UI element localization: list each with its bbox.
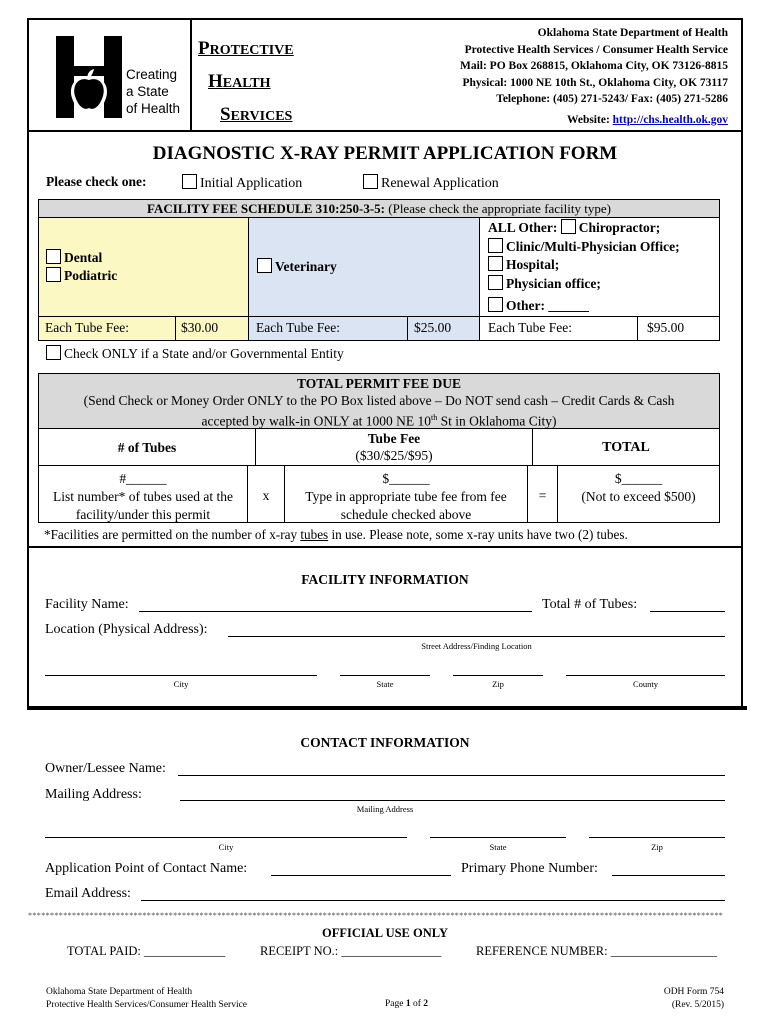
total-column-header: TOTAL (602, 440, 650, 455)
fee-schedule-title: FACILITY FEE SCHEDULE 310:250-3-5: (147, 201, 386, 216)
tubes-description: List number* of tubes used at the facility/under this permit (53, 489, 233, 522)
total-tubes-label: Total # of Tubes: (542, 597, 638, 612)
podiatric-checkbox[interactable] (46, 267, 61, 282)
facility-state-field[interactable] (340, 660, 430, 676)
application-type-label: Please check one: (46, 174, 147, 189)
equals-sign: = (538, 488, 547, 503)
facility-name-field[interactable] (139, 596, 532, 612)
phs-rotective: ROTECTIVE (209, 43, 294, 58)
contact-state-field[interactable] (430, 822, 566, 838)
page-of: of (410, 999, 424, 1009)
footnote-tubes: tubes (300, 527, 329, 542)
facility-state-caption: State (376, 679, 394, 689)
other-each-tube-fee: Each Tube Fee: (488, 320, 572, 335)
contact-zip-caption: Zip (651, 842, 663, 852)
point-of-contact-label: Application Point of Contact Name: (45, 861, 248, 876)
location-label: Location (Physical Address): (45, 622, 208, 637)
renewal-application-label: Renewal Application (381, 176, 499, 191)
owner-field[interactable] (178, 760, 725, 776)
physician-office-label: Physician office; (506, 275, 601, 291)
total-paid-field: TOTAL PAID: _____________ (67, 944, 226, 958)
facility-county-field[interactable] (566, 660, 725, 676)
initial-application-label: Initial Application (200, 176, 303, 191)
clinic-checkbox[interactable] (488, 238, 503, 253)
facility-city-field[interactable] (45, 660, 317, 676)
mailing-address-caption: Mailing Address (356, 804, 414, 814)
form-title: DIAGNOSTIC X-RAY PERMIT APPLICATION FORM (152, 143, 618, 164)
facility-zip-caption: Zip (492, 679, 504, 689)
health-logo-icon (56, 36, 122, 118)
receipt-number-field: RECEIPT NO.: ________________ (260, 944, 442, 958)
governmental-entity-checkbox[interactable] (46, 345, 61, 360)
physician-office-checkbox[interactable] (488, 275, 503, 290)
page-number (385, 999, 428, 1009)
email-field[interactable] (141, 885, 725, 901)
all-other-label: ALL Other: (488, 220, 558, 235)
fee-schedule-note: (Please check the appropriate facility type) (388, 201, 611, 216)
contact-city-caption: City (218, 842, 234, 852)
owner-label: Owner/Lessee Name: (45, 761, 166, 776)
veterinary-label: Veterinary (275, 259, 337, 274)
reference-number-field: REFERENCE NUMBER: _________________ (476, 944, 717, 958)
physical-address: Physical: 1000 NE 10th St., Oklahoma City, OK 73117 (462, 76, 728, 89)
facility-info-heading: FACILITY INFORMATION (301, 572, 469, 587)
mailing-address-label: Mailing Address: (45, 787, 142, 802)
street-address-caption: Street Address/Finding Location (421, 641, 532, 651)
total-input[interactable]: $______ (614, 471, 663, 486)
dental-label: Dental (64, 250, 103, 265)
footer-agency: Oklahoma State Department of Health (46, 987, 193, 997)
tube-fee-input[interactable]: $______ (382, 471, 430, 486)
other-checkbox[interactable] (488, 297, 503, 312)
phs-s: S (220, 104, 231, 125)
total-fee-note-2a: accepted by walk-in ONLY at 1000 NE 10 (201, 413, 431, 429)
street-address-field[interactable] (228, 621, 725, 637)
tubes-column-header: # of Tubes (117, 440, 177, 455)
agency-division: Protective Health Services / Consumer Health Service (464, 43, 728, 56)
page-current: 1 (405, 999, 411, 1009)
phone-field[interactable] (612, 860, 725, 876)
contact-info-heading: CONTACT INFORMATION (300, 735, 470, 750)
tubes-input[interactable]: #______ (119, 471, 167, 486)
chiropractor-checkbox[interactable] (561, 219, 576, 234)
total-fee-note-1: (Send Check or Money Order ONLY to the PO Box listed above – Do NOT send cash – Credit Cards & Cash (83, 393, 675, 408)
fee-column-header: Tube Fee (367, 431, 421, 446)
tagline-line-3: of Health (126, 101, 181, 116)
facility-city-caption: City (173, 679, 189, 689)
agency-address-block (460, 25, 728, 129)
hospital-label: Hospital; (506, 257, 560, 272)
total-tubes-field[interactable] (650, 596, 725, 612)
initial-application-checkbox[interactable] (182, 174, 197, 189)
tagline-line-2: a State (126, 84, 169, 99)
phs-ealth: EALTH (222, 76, 271, 91)
footer-division: Protective Health Services/Consumer Health Service (46, 1000, 248, 1010)
total-fee-note-sup: th (430, 413, 438, 422)
chiropractor-label: Chiropractor; (578, 220, 661, 235)
facility-name-label: Facility Name: (45, 597, 129, 612)
website-link[interactable]: http://chs.health.ok.gov (612, 113, 728, 126)
mail-address: Mail: PO Box 268815, Oklahoma City, OK 73126-8815 (459, 60, 728, 73)
official-use-heading: OFFICIAL USE ONLY (322, 926, 448, 940)
veterinary-checkbox[interactable] (257, 258, 272, 273)
tagline-line-1: Creating (126, 67, 178, 82)
telephone: Telephone: (405) 271-5243/ Fax: (405) 271-5286 (496, 93, 728, 106)
point-of-contact-field[interactable] (271, 860, 451, 876)
vet-fee-amount: $25.00 (414, 320, 452, 335)
other-label[interactable]: Other: ______ (506, 298, 589, 313)
phs-ervices: ERVICES (230, 109, 293, 124)
phs-h: H (208, 71, 223, 92)
facility-county-caption: County (632, 679, 659, 689)
agency-name: Oklahoma State Department of Health (537, 27, 728, 39)
form-number: ODH Form 754 (663, 987, 724, 997)
hospital-checkbox[interactable] (488, 256, 503, 271)
tubes-footnote (44, 527, 628, 543)
contact-zip-field[interactable] (589, 822, 725, 838)
email-label: Email Address: (45, 886, 131, 901)
page-prefix: Page (385, 999, 406, 1009)
governmental-entity-label: Check ONLY if a State and/or Governmental Entity (64, 346, 344, 361)
podiatric-label: Podiatric (64, 268, 118, 283)
form-revision: (Rev. 5/2015) (671, 1000, 724, 1010)
logo-tagline (126, 66, 180, 117)
vet-each-tube-fee: Each Tube Fee: (256, 320, 340, 335)
phs-wordmark (198, 33, 294, 132)
phone-label: Primary Phone Number: (461, 861, 598, 876)
renewal-application-checkbox[interactable] (363, 174, 378, 189)
dental-fee-amount: $30.00 (181, 320, 219, 335)
footnote-part-a: *Facilities are permitted on the number of x-ray (44, 527, 301, 542)
facility-zip-field[interactable] (453, 660, 543, 676)
phs-p: P (198, 38, 210, 59)
contact-state-caption: State (489, 842, 507, 852)
total-description: (Not to exceed $500) (581, 489, 696, 504)
section-divider (27, 706, 747, 710)
times-sign: x (262, 488, 270, 503)
total-fee-note-2b: St in Oklahoma City) (437, 413, 557, 429)
footnote-part-b: in use. Please note, some x-ray units have two (2) tubes. (328, 527, 628, 542)
mailing-address-field[interactable] (180, 785, 725, 801)
website-label: Website: (566, 113, 610, 126)
total-fee-title: TOTAL PERMIT FEE DUE (297, 376, 461, 391)
tube-fee-description: Type in appropriate tube fee from fee schedule checked above (305, 489, 507, 522)
clinic-label: Clinic/Multi-Physician Office; (506, 238, 680, 254)
official-separator: ************************************************************************************************************************************************************** (28, 911, 724, 920)
page-total: 2 (423, 999, 429, 1009)
contact-city-field[interactable] (45, 822, 407, 838)
header-divider (190, 18, 192, 132)
dental-each-tube-fee: Each Tube Fee: (45, 320, 129, 335)
fee-column-sub: ($30/$25/$95) (355, 448, 433, 463)
dental-checkbox[interactable] (46, 249, 61, 264)
other-fee-amount: $95.00 (647, 320, 685, 335)
